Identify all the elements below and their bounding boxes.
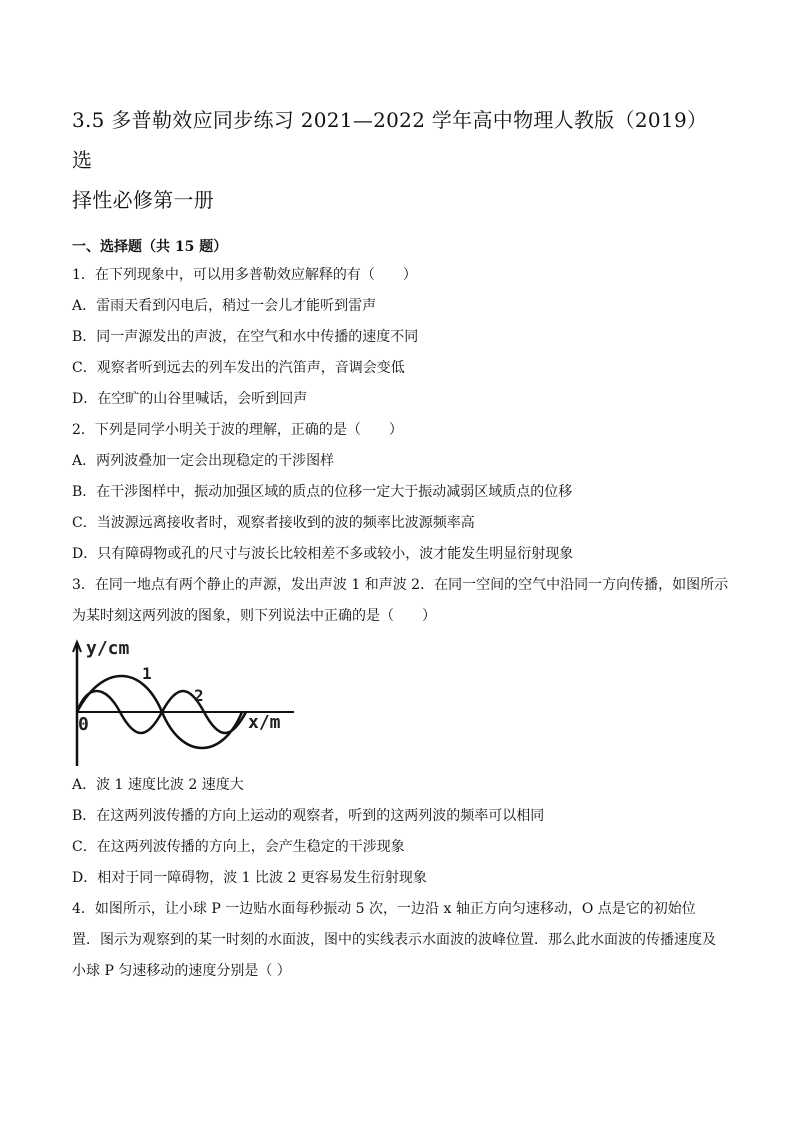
question-4-stem-line-3: 小球 P 匀速移动的速度分别是（ ）	[72, 963, 291, 979]
question-1-option-b: B．同一声源发出的声波，在空气和水中传播的速度不同	[72, 329, 419, 345]
question-3	[72, 570, 729, 894]
wave-figure	[72, 638, 302, 768]
question-2-stem: 2．下列是同学小明关于波的理解，正确的是（ ）	[72, 422, 403, 438]
question-2	[72, 415, 724, 570]
question-3-option-b: B．在这两列波传播的方向上运动的观察者，听到的这两列波的频率可以相同	[72, 808, 545, 824]
section-heading: 一、选择题（共 15 题）	[72, 239, 228, 255]
question-3-stem-line-2: 为某时刻这两列波的图象，则下列说法中正确的是（ ）	[72, 608, 436, 624]
question-1-option-a: A．雷雨天看到闪电后，稍过一会儿才能听到雷声	[72, 298, 377, 314]
document-title	[72, 100, 724, 220]
question-2-option-b: B．在干涉图样中，振动加强区域的质点的位移一定大于振动减弱区域质点的位移	[72, 484, 573, 500]
question-2-option-d: D．只有障碍物或孔的尺寸与波长比较相差不多或较小，波才能发生明显衍射现象	[72, 546, 574, 562]
title-line-1: 3.5 多普勒效应同步练习 2021—2022 学年高中物理人教版（2019）选	[72, 108, 708, 172]
y-axis-label: y/cm	[86, 638, 130, 659]
question-2-option-a: A．两列波叠加一定会出现稳定的干涉图样	[72, 453, 335, 469]
wave-2-label: 2	[194, 686, 204, 705]
question-1-option-c: C．观察者听到远去的列车发出的汽笛声，音调会变低	[72, 360, 405, 376]
question-3-stem-line-1: 3．在同一地点有两个静止的声源，发出声波 1 和声波 2．在同一空间的空气中沿同一方向传播，如图所示	[72, 577, 729, 593]
question-3-option-c: C．在这两列波传播的方向上，会产生稳定的干涉现象	[72, 839, 405, 855]
question-2-option-c: C．当波源远离接收者时，观察者接收到的波的频率比波源频率高	[72, 515, 475, 531]
question-3-option-a: A．波 1 速度比波 2 速度大	[72, 777, 244, 793]
title-line-2: 择性必修第一册	[72, 188, 215, 212]
wave-1-label: 1	[142, 664, 152, 683]
question-4	[72, 894, 724, 987]
x-axis-label: x/m	[248, 712, 281, 733]
question-1-option-d: D．在空旷的山谷里喊话，会听到回声	[72, 391, 308, 407]
question-4-stem-line-1: 4．如图所示，让小球 P 一边贴水面每秒振动 5 次，一边沿 x 轴正方向匀速移动，O 点是它的初始位	[72, 901, 696, 917]
question-4-stem-line-2: 置．图示为观察到的某一时刻的水面波，图中的实线表示水面波的波峰位置．那么此水面波的传播速度及	[72, 932, 716, 948]
origin-label: 0	[78, 714, 89, 735]
question-1	[72, 260, 724, 415]
question-1-stem: 1．在下列现象中，可以用多普勒效应解释的有（ ）	[72, 267, 417, 283]
question-3-option-d: D．相对于同一障碍物，波 1 比波 2 更容易发生衍射现象	[72, 870, 427, 886]
